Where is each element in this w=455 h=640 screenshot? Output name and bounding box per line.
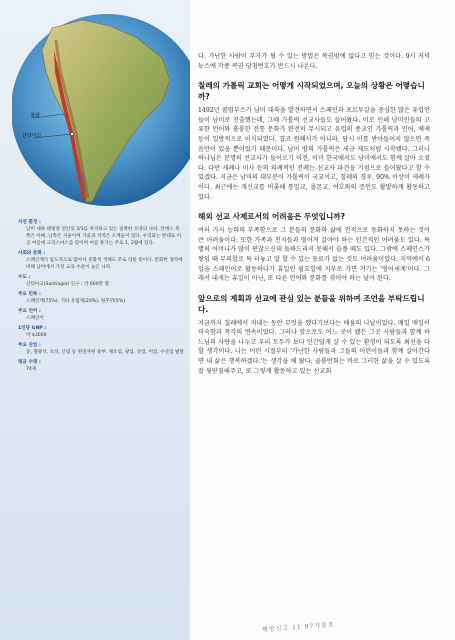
fact-label: 주요 언어 : bbox=[18, 309, 41, 314]
section-body: 지금까지 칠레에서 지내는 동안 무엇을 했다기보다는 배움의 나날이었다. 매일 매일이 미숙함과 착각의 연속이었다. 그러나 앞으로도 어느 곳이 됐든 그곳 사람들과 함께 하느님의 사랑을 나누고 우리 모두가 보다 인간답게 살 수 있는 환경이 되도록 최선을 다할 생각이다. 나는 어린 시절부터 '가난한 사람들과 그들의 어린이들과 함께 살아간다면 내 삶은 행복하겠다.'는 생각을 해 왔다. 골룸반회는 바로 그러한 삶을 살 수 있도록 잘 뒷받침해주고, 또 그렇게 활동하고 있는 선교회 bbox=[198, 319, 430, 375]
section-heading: 칠레의 가톨릭 교회는 어떻게 시작되었으며, 오늘의 상황은 어떻습니까? bbox=[198, 81, 425, 102]
fact-label: 수도 : bbox=[18, 275, 31, 280]
fact-item bbox=[18, 308, 184, 322]
section-heading: 해외 선교 사제로서의 어려움은 무엇입니까? bbox=[198, 212, 346, 222]
map-label-santiago: 산티아고 bbox=[22, 133, 42, 139]
fact-label: 자연 환경 : bbox=[18, 220, 41, 225]
fact-label: 주요 민족 : bbox=[18, 292, 41, 297]
fact-item bbox=[18, 219, 184, 247]
article-body bbox=[198, 52, 430, 385]
fact-item bbox=[18, 342, 184, 356]
sidebar-panel bbox=[0, 0, 190, 640]
fact-value: 스페인어 bbox=[26, 316, 44, 321]
fact-item bbox=[18, 359, 184, 373]
fact-label: 평균 수명 : bbox=[18, 360, 41, 365]
section-body: 1492년 콜럼부스가 남미 대륙을 발견하면서 스페인과 포르투갈을 중심한 많은 유럽인들이 남미로 진출했는데, 그때 가톨릭 선교사들도 들어왔다. 이로 인해 남미인들의 고유한 언어와 훌륭한 전통 문화가 완전히 무시되고 유럽의 종교인 가톨릭과 언어, 체제 등이 일방적으로 이식되었다. 결코 원해서가 아니라, 당시 이를 받아들이지 않으면 죽음만이 있을 뿐이었기 때문이다. 남미 땅의 가톨릭은 세금 제도처럼 시작됐다. 그러나 하나님은 분명히 선교사가 들어오기 이전, 이미 한국에서도 남미에서도 함께 살아 오셨다. 다만 세례나 미사 등의 의례적인 전례는 선교사 파견을 기점으로 들어왔다고 할 수 있겠다. 지금은 남미의 대부분이 가톨릭이 국교이고, 칠레의 경우, 90% 이상이 세례자이다. 최근에는 개신교를 비롯해 통일교, 몰몬교, 여호와의 증인도 활발하게 활동하고 있다. bbox=[198, 107, 430, 201]
fact-value: 남미 대륙 태평양 연안의 2/3를 차지하고 있는 길쭉한 모양의 나라. 안데스 북쪽은 아메, 남쪽은 겨울이며 가을과 지역은 소재들이 있다. 우리와는 반대로 이곳 여름에 크리스마스를 맞이며 여름 휴가는 주로 1, 2월에 있다. bbox=[26, 227, 182, 246]
fact-value: 동, 철광석, 초석, 산림 등 천연자원 풍부. 제조업, 광업, 상업, 어업, 수산업 발달 bbox=[26, 350, 184, 355]
section-heading: 앞으로의 계획과 선교에 관심 있는 분들을 위하여 조언을 부탁드립니다. bbox=[198, 293, 425, 314]
section-body: 여러 가지 능력의 부족함으로 그 분들의 문화와 삶에 전적으로 동화하지 못하는 것이 큰 어려움이다. 또한 가족과 친지들과 떨어져 살아야 하는 인간적인 어려움도 있다. 특별히 어머니가 많이 편찮으신데 돌봐드리지 못해서 슬플 때도 있다. 그밖에 스페인스가 쌓임 때 무의할로 특 터놓고 말 할 수 있는 동료가 없는 것도 어려움이었다. 지역에서 6일을 스페인어로 활동하다가 휴일인 월요일에 지부로 가면 거기는 '영어세계'이다. 그래서 내게는 휴일이 아닌, 또 다른 언어와 문화를 겪어야 하는 날이 된다. bbox=[198, 227, 430, 283]
fact-label: 1인당 GNP : bbox=[18, 326, 47, 331]
fact-value: 산티아고(Santiago)/ 인구 : 약 600만 명 bbox=[26, 282, 109, 287]
fact-value: 약 $3000 bbox=[26, 333, 47, 338]
map-label-chile: 칠레 bbox=[30, 113, 40, 119]
santiago-marker bbox=[70, 132, 73, 135]
country-facts bbox=[18, 216, 184, 374]
south-america-globe-map bbox=[12, 10, 190, 210]
fact-label: 주요 산업 : bbox=[18, 343, 41, 348]
fact-value: 스페인계가 압도적으로 많아서 문화적 색채도 주로 라틴 풍이다. 문화한 생각에 비해 남미에서 가장 교육 수준이 높은 나라. bbox=[26, 258, 183, 270]
fact-item bbox=[18, 274, 184, 288]
fact-value: 스페인계(75%), 기타 유럽계(20%), 원주민(5%) bbox=[26, 299, 126, 304]
fact-value: 74세 bbox=[26, 367, 37, 372]
fact-item bbox=[18, 250, 184, 271]
fact-item bbox=[18, 291, 184, 305]
handwritten-footer-mark: 해방신고 11 97가을호 bbox=[261, 621, 335, 634]
article-intro: 다. 가난한 사람이 부자가 될 수 있는 방법은 복권밖에 없다고 믿는 것이다. 9시 저녁 뉴스에 각종 복권 당첨번호가 반드시 나온다. bbox=[198, 53, 430, 70]
fact-item bbox=[18, 325, 184, 339]
fact-label: 사회와 문화 : bbox=[18, 251, 46, 256]
